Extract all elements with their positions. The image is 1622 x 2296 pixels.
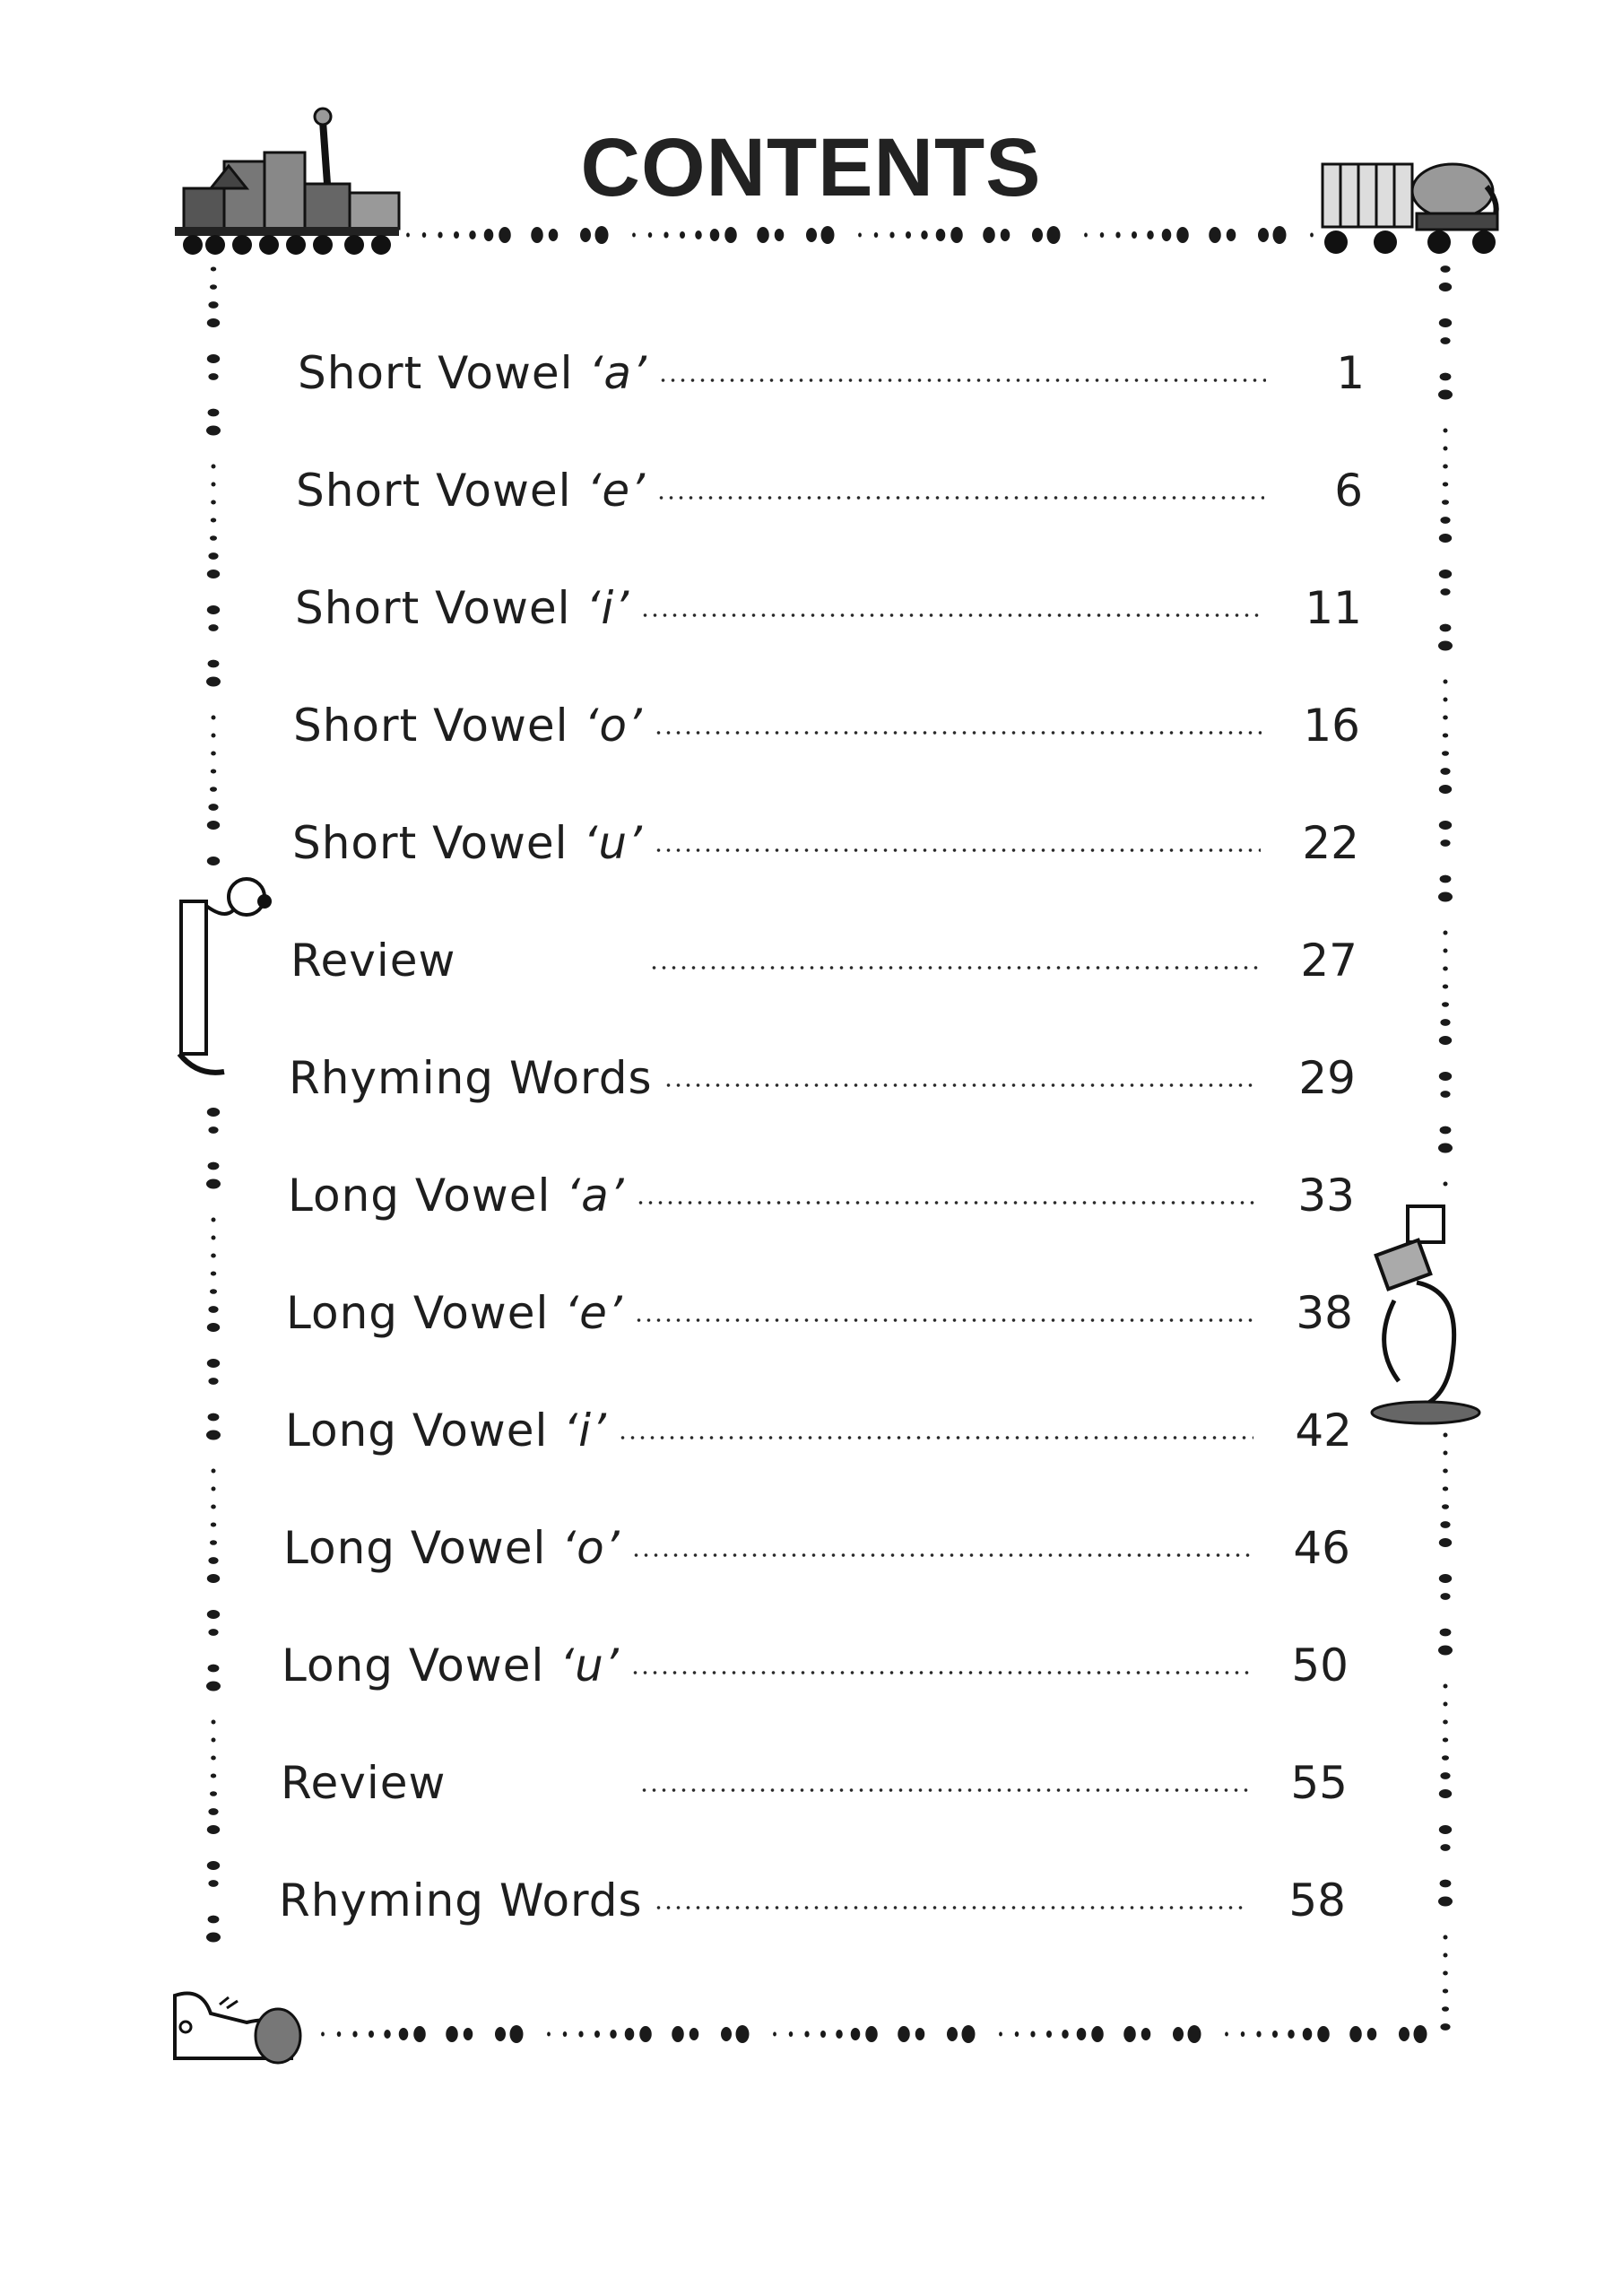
toc-entry-label (283, 1522, 620, 1574)
toc-entry-title: Long Vowel (282, 1639, 560, 1692)
toc-entry-label (286, 1287, 623, 1339)
toc-entry-vowel: ‘o’ (561, 1522, 620, 1574)
toc-page-number: 22 (1302, 817, 1359, 869)
toc-entry-title: Long Vowel (288, 1170, 567, 1222)
toc-page-number: 6 (1334, 465, 1363, 517)
toc-entry-vowel: ‘a’ (588, 347, 647, 399)
toc-entry-title: Short Vowel (296, 465, 587, 517)
toc-page-number: 33 (1297, 1170, 1355, 1222)
toc-entry (286, 1267, 1353, 1339)
toc-entry-label (292, 817, 643, 869)
toc-entry-label (279, 1874, 643, 1926)
dot-leader (654, 848, 1261, 853)
dot-leader (664, 1083, 1257, 1088)
toc-entry-vowel: ‘i’ (585, 582, 630, 634)
dot-leader (658, 378, 1266, 383)
toc-entry (288, 1150, 1355, 1222)
toc-entry-title: Long Vowel (286, 1287, 565, 1339)
toc-page-number: 16 (1303, 700, 1360, 752)
toc-entry (283, 1502, 1350, 1574)
toc-entry-vowel: ‘u’ (583, 817, 643, 869)
toc-entry-title: Short Vowel (295, 582, 586, 634)
toc-page-number: 58 (1288, 1874, 1346, 1926)
toc-entry-title: Review (291, 935, 456, 987)
toc-entry-vowel: ‘e’ (586, 465, 646, 517)
toc-page-number: 46 (1293, 1522, 1350, 1574)
toc-entry-label (281, 1757, 446, 1809)
toc-entry-vowel: ‘a’ (566, 1170, 625, 1222)
toc-entry (282, 1620, 1349, 1692)
toc-entry-label (288, 1170, 625, 1222)
toc-entry (281, 1737, 1348, 1809)
toc-page-number: 11 (1305, 582, 1362, 634)
dot-leader (654, 730, 1262, 735)
dot-leader (618, 1435, 1253, 1440)
toc-entry-label (289, 1052, 653, 1104)
toc-entry (285, 1385, 1352, 1457)
toc-entry-title: Short Vowel (292, 817, 584, 869)
toc-entry (291, 915, 1357, 987)
page-title: CONTENTS (580, 122, 1042, 213)
toc-entry-label (295, 582, 629, 634)
dot-leader (654, 1905, 1247, 1910)
toc-entry-label (293, 700, 643, 752)
toc-page-number: 29 (1298, 1052, 1356, 1104)
toc-entry-label (296, 465, 646, 517)
toc-entry (292, 797, 1359, 869)
toc-entry-title: Rhyming Words (279, 1874, 643, 1926)
dot-leader (630, 1670, 1250, 1675)
toc-entry-title: Short Vowel (298, 347, 589, 399)
dot-leader (631, 1552, 1252, 1558)
toc-entry (296, 445, 1363, 517)
toc-entry-vowel: ‘u’ (559, 1639, 620, 1692)
toc-page-number: 38 (1296, 1287, 1353, 1339)
toc-entry (289, 1032, 1356, 1104)
toc-entry-vowel: ‘e’ (564, 1287, 623, 1339)
toc-page-number: 50 (1291, 1639, 1349, 1692)
dot-leader (634, 1318, 1254, 1323)
toc-page-number: 1 (1336, 347, 1365, 399)
toc-entry-title: Rhyming Words (289, 1052, 653, 1104)
toc-entry-vowel: ‘o’ (584, 700, 643, 752)
toc-entry (293, 680, 1360, 752)
toc-entry-vowel: ‘i’ (563, 1405, 607, 1457)
toc-entry-label (291, 935, 455, 987)
toc-page-number: 42 (1295, 1405, 1352, 1457)
dot-leader (656, 495, 1264, 500)
dot-leader (640, 613, 1263, 618)
toc-entry (279, 1855, 1346, 1926)
dot-leader (636, 1200, 1256, 1205)
dot-leader (639, 1787, 1249, 1793)
toc-page-number: 55 (1290, 1757, 1348, 1809)
toc-entry-title: Short Vowel (293, 700, 585, 752)
toc-entry-label (285, 1405, 607, 1457)
toc-page-number: 27 (1300, 935, 1357, 987)
toc-entry-title: Long Vowel (283, 1522, 562, 1574)
toc-entry (295, 562, 1362, 634)
toc-entry-label (298, 347, 647, 399)
toc-entry-title: Long Vowel (285, 1405, 564, 1457)
toc-entry-title: Review (281, 1757, 447, 1809)
toc-entry-label (282, 1639, 620, 1692)
toc-entry (298, 327, 1365, 399)
dot-leader (649, 965, 1259, 970)
